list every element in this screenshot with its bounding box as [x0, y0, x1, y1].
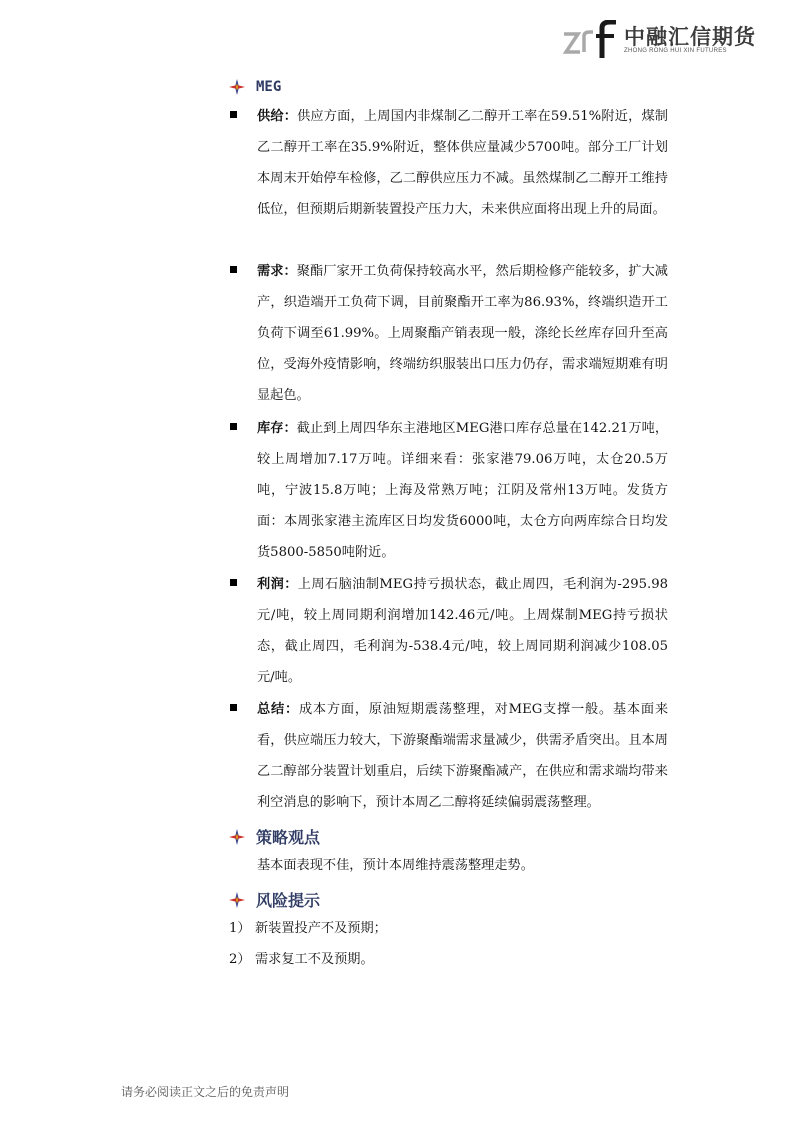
bullet-demand [228, 256, 668, 411]
bullet-text: 供应方面，上周国内非煤制乙二醇开工率在59.51%附近，煤制乙二醇开工率在35.9%附近，整体供应量减少5700吨。部分工厂计划本周末开始停车检修，乙二醇供应压力不减。虽然煤制乙二醇开工维持低位，但预期后期新装置投产压力大，未来供应面将出现上升的局面。 [257, 109, 668, 217]
bullet-paragraph [257, 256, 668, 411]
section-heading-meg [228, 78, 281, 96]
section-heading-strategy [228, 825, 320, 848]
bullet-term: 需求： [257, 264, 297, 279]
section-title: 策略观点 [256, 828, 321, 847]
risk-item-text: 需求复工不及预期。 [255, 952, 374, 967]
square-bullet-icon [230, 423, 237, 430]
diamond-bullet-icon [228, 828, 246, 846]
strategy-text: 基本面表现不佳，预计本周维持震荡整理走势。 [257, 858, 534, 873]
bullet-term: 库存： [257, 421, 297, 436]
logo-mark-icon [562, 20, 620, 60]
bullet-text: 截止到上周四华东主港地区MEG港口库存总量在142.21万吨，较上周增加7.17万吨。详细来看：张家港79.06万吨，太仓20.5万吨，宁波15.8万吨；上海及常熟万吨；江阴及常州13万吨。发货方面：本周张家港主流库区日均发货6000吨，太仓方向两库综合日均发货5800-5850吨附近。 [257, 421, 669, 560]
section-title: 风险提示 [256, 891, 321, 910]
company-logo [562, 18, 756, 64]
logo-chinese-name: 中融汇信期货 [624, 25, 756, 49]
risk-item-number: 1） [229, 921, 251, 936]
bullet-term: 利润： [257, 577, 298, 592]
bullet-text: 成本方面，原油短期震荡整理，对MEG支撑一般。基本面来看，供应端压力较大，下游聚酯端需求量减少，供需矛盾突出。且本周乙二醇部分装置计划重启，后续下游聚酯减产，在供应和需求端均带来利空消息的影响下，预计本周乙二醇将延续偏弱震荡整理。 [257, 702, 669, 810]
risk-item [229, 919, 387, 939]
bullet-paragraph [257, 569, 668, 693]
square-bullet-icon [230, 111, 237, 118]
bullet-text: 聚酯厂家开工负荷保持较高水平，然后期检修产能较多，扩大减产，织造端开工负荷下调，目前聚酯开工率为86.93%，终端织造开工负荷下调至61.99%。上周聚酯产销表现一般，涤纶长丝库存回升至高位，受海外疫情影响，终端纺织服装出口压力仍存，需求端短期难有明显起色。 [257, 264, 668, 403]
bullet-paragraph [257, 694, 668, 818]
disclaimer-footer: 请务必阅读正文之后的免责声明 [121, 1085, 290, 1099]
section-title: MEG [256, 79, 282, 95]
square-bullet-icon [230, 579, 237, 586]
bullet-paragraph [257, 101, 668, 225]
bullet-inventory [228, 413, 668, 568]
square-bullet-icon [230, 704, 237, 711]
square-bullet-icon [230, 266, 237, 273]
risk-item [229, 950, 374, 970]
bullet-term: 总结： [257, 702, 299, 717]
bullet-profit [228, 569, 668, 693]
bullet-paragraph [257, 413, 668, 568]
bullet-text: 上周石脑油制MEG持亏损状态，截止周四，毛利润为-295.98元/吨，较上周同期利润增加142.46元/吨。上周煤制MEG持亏损状态，截止周四，毛利润为-538.4元/吨，较上周同期利润减少108.05元/吨。 [257, 577, 669, 685]
bullet-term: 供给： [257, 109, 298, 124]
section-heading-risk [228, 888, 320, 911]
diamond-bullet-icon [228, 78, 246, 96]
risk-item-text: 新装置投产不及预期； [255, 921, 387, 936]
bullet-summary [228, 694, 668, 818]
diamond-bullet-icon [228, 891, 246, 909]
bullet-supply [228, 101, 668, 225]
logo-english-name: ZHONG RONG HUI XIN FUTURES [624, 48, 727, 54]
risk-item-number: 2） [229, 952, 251, 967]
